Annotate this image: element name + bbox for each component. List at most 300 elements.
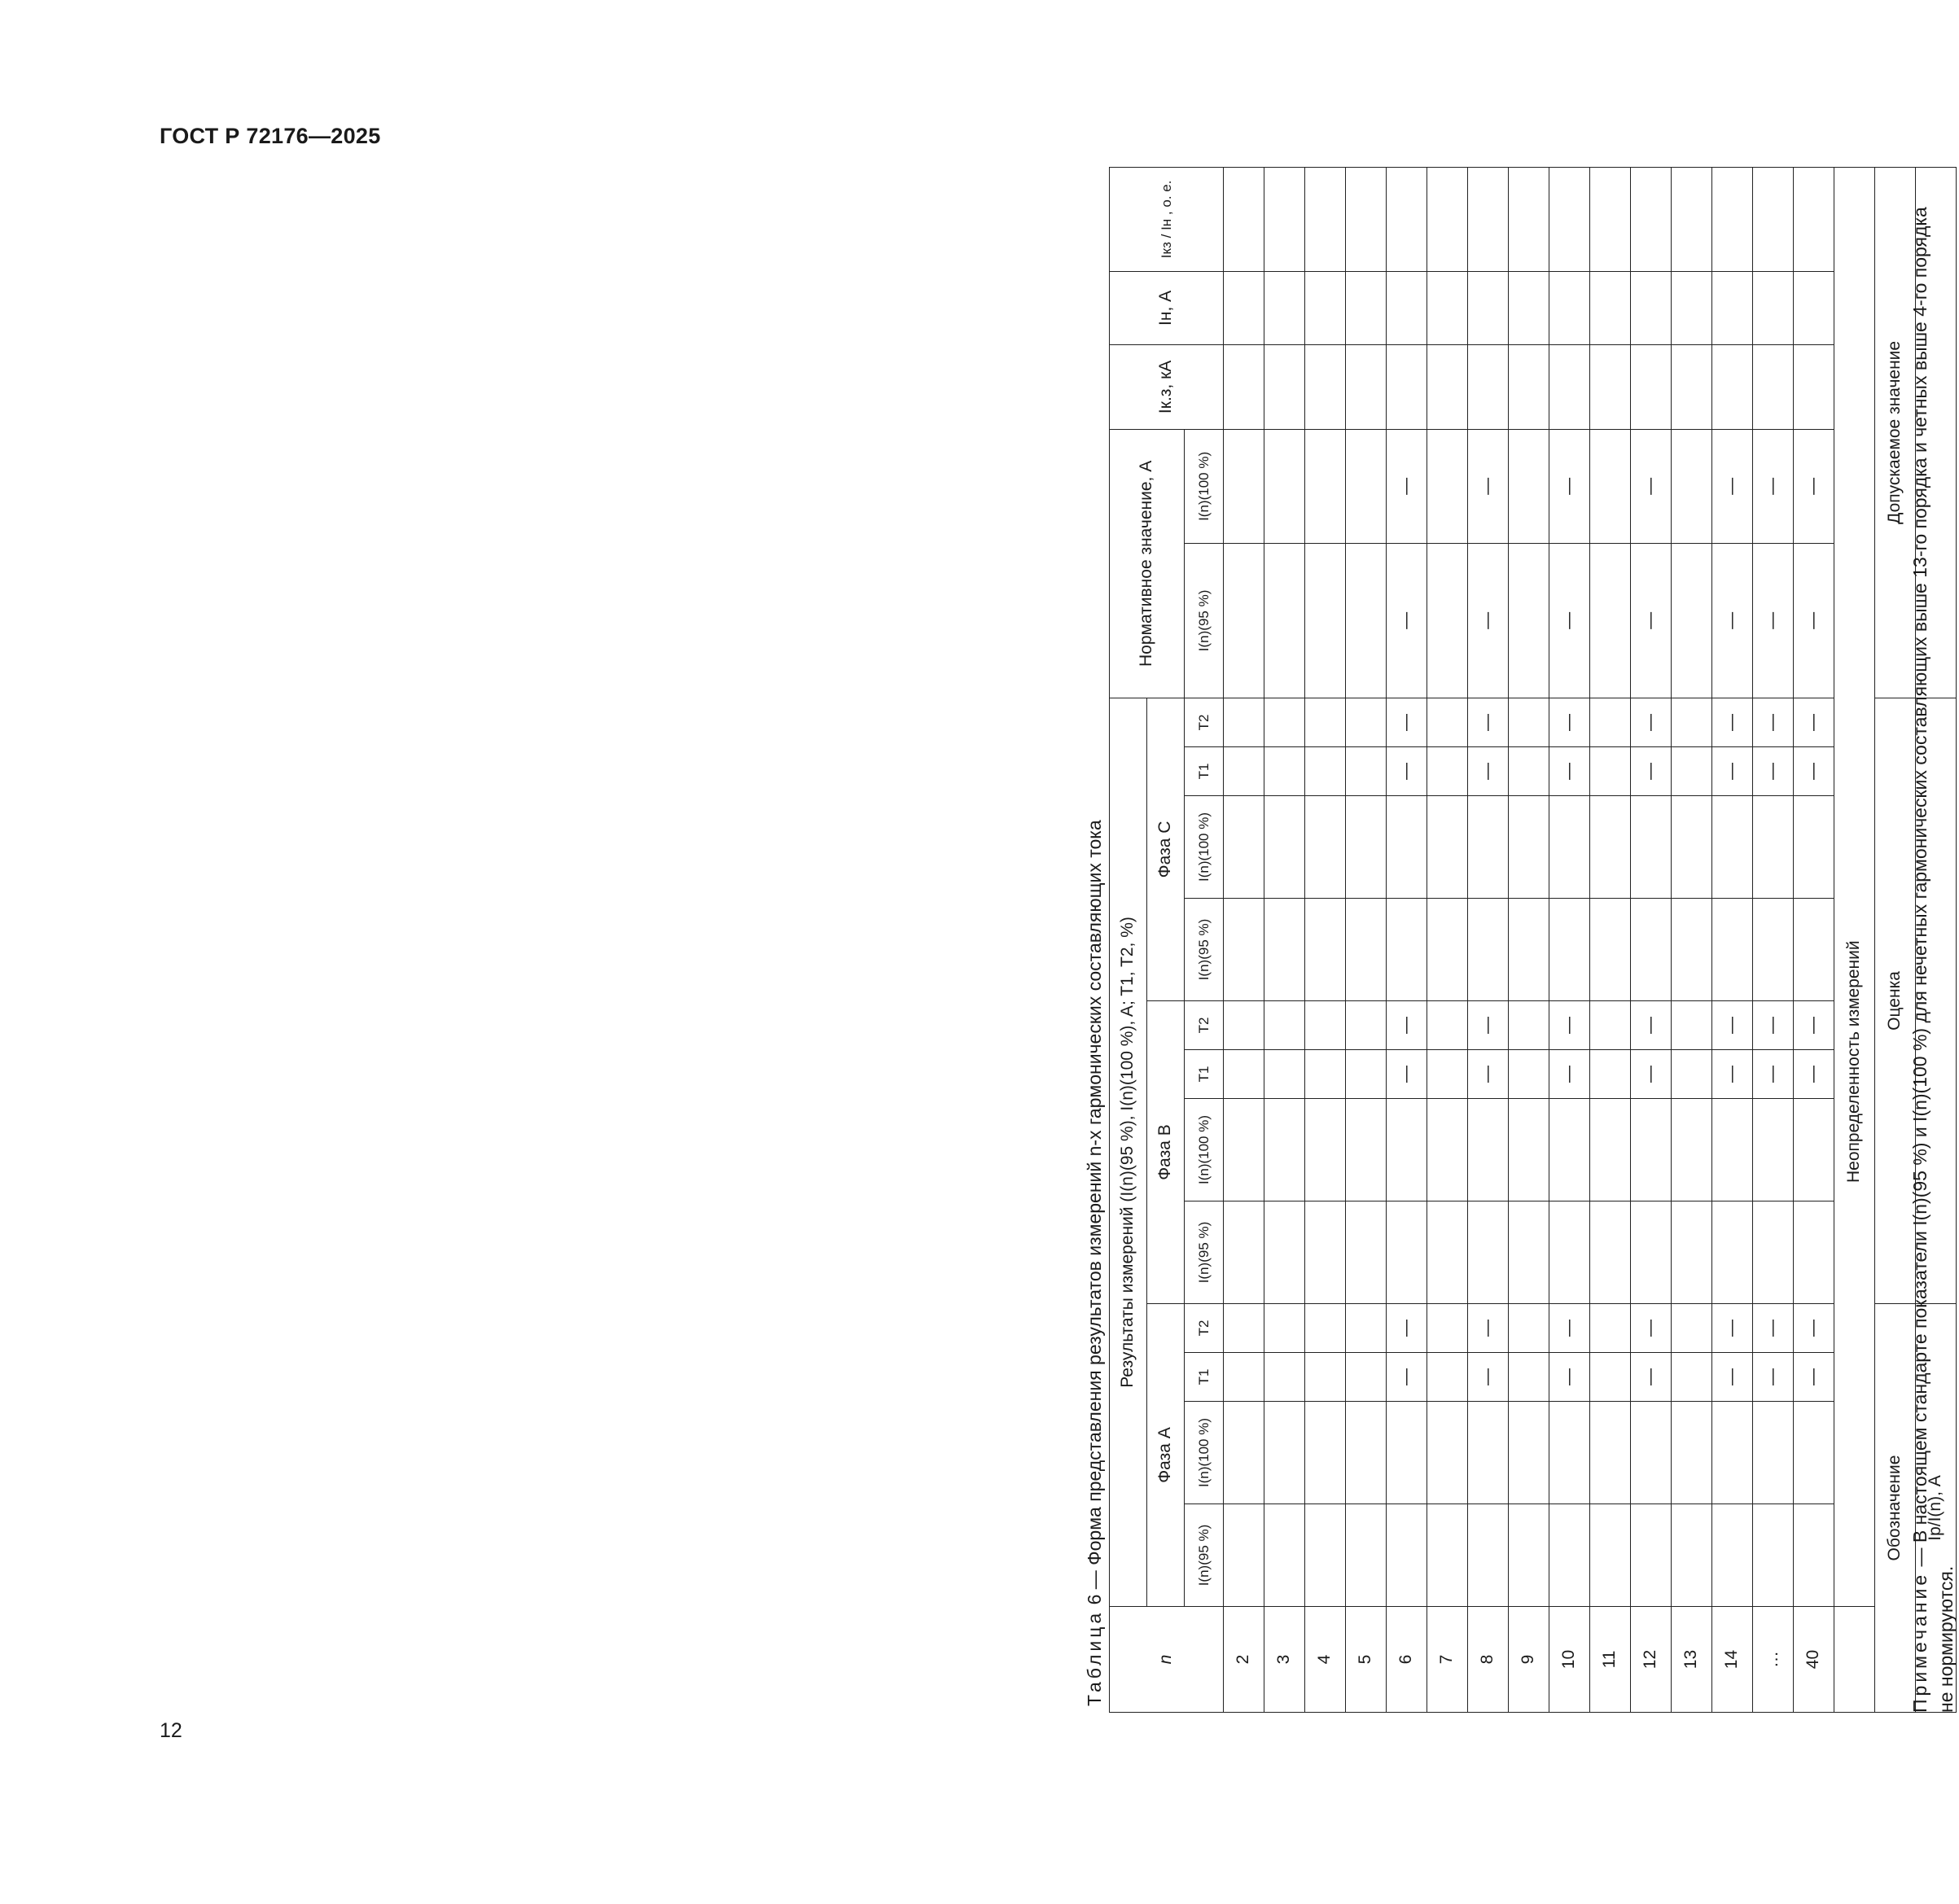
dash-cell: — (1753, 1353, 1794, 1402)
empty-cell (1346, 1402, 1387, 1504)
table-row (1590, 167, 1631, 1712)
designation-label: Обозначение (1875, 1304, 1916, 1713)
row-n: 7 (1427, 1607, 1468, 1713)
empty-cell (1509, 167, 1549, 271)
header-i100: I(n)(100 %) (1185, 796, 1224, 899)
dash-cell: — (1712, 1050, 1753, 1099)
table-row (1346, 167, 1387, 1712)
dash-cell: — (1468, 1050, 1509, 1099)
empty-cell (1264, 1050, 1305, 1099)
dash-cell: — (1549, 543, 1590, 698)
harmonics-table (1109, 167, 1957, 1713)
dash-cell: — (1794, 429, 1834, 543)
empty-cell (1427, 1304, 1468, 1353)
empty-cell (1224, 543, 1264, 698)
empty-cell (1468, 1504, 1509, 1607)
empty-cell (1794, 1099, 1834, 1201)
empty-cell (1549, 899, 1590, 1001)
empty-cell (1427, 1201, 1468, 1304)
empty-cell (1427, 1050, 1468, 1099)
empty-cell (1590, 1504, 1631, 1607)
empty-cell (1264, 1304, 1305, 1353)
header-t1: T1 (1185, 747, 1224, 796)
header-n: n (1110, 1607, 1224, 1713)
assessment-label: Оценка (1875, 698, 1916, 1303)
dash-cell: — (1712, 543, 1753, 698)
empty-cell (1224, 344, 1264, 429)
empty-cell (1509, 344, 1549, 429)
empty-cell (1224, 698, 1264, 746)
empty-cell (1712, 271, 1753, 344)
table-row (1672, 167, 1712, 1712)
empty-cell (1672, 1099, 1712, 1201)
table-row (1549, 167, 1590, 1712)
dash-cell: — (1794, 1304, 1834, 1353)
dash-cell: — (1794, 543, 1834, 698)
empty-cell (1590, 1353, 1631, 1402)
table-row (1387, 167, 1427, 1712)
dash-cell: — (1387, 698, 1427, 746)
dash-cell: — (1794, 1001, 1834, 1050)
empty-cell (1794, 899, 1834, 1001)
header-norm-i95: I(n)(95 %) (1185, 543, 1224, 698)
empty-cell (1264, 1353, 1305, 1402)
empty-cell (1672, 344, 1712, 429)
document-code: ГОСТ Р 72176—2025 (160, 124, 381, 148)
empty-cell (1346, 698, 1387, 746)
empty-cell (1264, 1201, 1305, 1304)
note-prefix: Примечание (1909, 1571, 1931, 1713)
empty-cell (1753, 344, 1794, 429)
dash-cell: — (1468, 747, 1509, 796)
uncertainty-row (1834, 167, 1875, 1712)
empty-cell (1631, 344, 1672, 429)
row-n: 3 (1264, 1607, 1305, 1713)
row-n: 9 (1509, 1607, 1549, 1713)
empty-cell (1753, 899, 1794, 1001)
dash-cell: — (1387, 1353, 1427, 1402)
empty-cell (1590, 698, 1631, 746)
empty-cell (1264, 1099, 1305, 1201)
empty-cell (1427, 747, 1468, 796)
row-n: … (1753, 1607, 1794, 1713)
empty-cell (1509, 543, 1549, 698)
table-row (1468, 167, 1509, 1712)
empty-cell (1509, 1353, 1549, 1402)
empty-cell (1631, 1201, 1672, 1304)
header-phase-b: Фаза В (1147, 1001, 1185, 1304)
dash-cell: — (1753, 429, 1794, 543)
dash-cell: — (1549, 698, 1590, 746)
table-row (1305, 167, 1346, 1712)
empty-cell (1468, 271, 1509, 344)
dash-cell: — (1468, 1304, 1509, 1353)
empty-cell (1509, 899, 1549, 1001)
empty-cell (1509, 1402, 1549, 1504)
uncertainty-label: Неопределенность измерений (1834, 167, 1875, 1606)
dash-cell: — (1753, 747, 1794, 796)
empty-cell (1509, 429, 1549, 543)
dash-cell: — (1387, 1001, 1427, 1050)
empty-cell (1672, 1353, 1712, 1402)
empty-cell (1753, 1099, 1794, 1201)
empty-cell (1712, 1504, 1753, 1607)
empty-cell (1590, 1304, 1631, 1353)
table-row (1753, 167, 1794, 1712)
empty-cell (1387, 1402, 1427, 1504)
header-t2: T2 (1185, 1304, 1224, 1353)
empty-cell (1509, 747, 1549, 796)
dash-cell: — (1794, 698, 1834, 746)
header-in: Iн, А (1110, 271, 1224, 344)
dash-cell: — (1712, 429, 1753, 543)
dash-cell: — (1712, 698, 1753, 746)
empty-cell (1305, 1304, 1346, 1353)
empty-cell (1468, 344, 1509, 429)
empty-cell (1590, 1050, 1631, 1099)
empty-cell (1794, 1504, 1834, 1607)
empty-cell (1346, 543, 1387, 698)
header-t2: T2 (1185, 1001, 1224, 1050)
empty-cell (1224, 796, 1264, 899)
empty-cell (1305, 1001, 1346, 1050)
header-i95: I(n)(95 %) (1185, 1504, 1224, 1607)
caption-label: Таблица (1084, 1609, 1105, 1706)
dash-cell: — (1753, 1001, 1794, 1050)
empty-cell (1305, 899, 1346, 1001)
empty-cell (1305, 543, 1346, 698)
dash-cell: — (1468, 1353, 1509, 1402)
dash-cell: — (1631, 429, 1672, 543)
row-n: 40 (1794, 1607, 1834, 1713)
empty-cell (1590, 543, 1631, 698)
table-row (1224, 167, 1264, 1712)
empty-cell (1427, 271, 1468, 344)
empty-cell (1712, 899, 1753, 1001)
empty-cell (1509, 698, 1549, 746)
row-n: 6 (1387, 1607, 1427, 1713)
dash-cell: — (1631, 1050, 1672, 1099)
dash-cell: — (1631, 543, 1672, 698)
allowed-label: Допускаемое значение (1875, 167, 1916, 698)
empty-cell (1509, 1504, 1549, 1607)
empty-cell (1224, 747, 1264, 796)
empty-cell (1305, 1402, 1346, 1504)
dash-cell: — (1753, 698, 1794, 746)
empty-cell (1590, 167, 1631, 271)
header-phase-c: Фаза С (1147, 698, 1185, 1000)
row-n: 10 (1549, 1607, 1590, 1713)
empty-cell (1427, 429, 1468, 543)
dash-cell: — (1468, 543, 1509, 698)
empty-cell (1264, 167, 1305, 271)
dash-cell: — (1387, 429, 1427, 543)
empty-cell (1387, 1099, 1427, 1201)
empty-cell (1224, 1402, 1264, 1504)
empty-cell (1672, 429, 1712, 543)
empty-cell (1834, 1607, 1875, 1713)
empty-cell (1224, 1201, 1264, 1304)
dash-cell: — (1387, 543, 1427, 698)
row-n: 14 (1712, 1607, 1753, 1713)
empty-cell (1672, 698, 1712, 746)
empty-cell (1264, 543, 1305, 698)
empty-cell (1264, 1402, 1305, 1504)
dash-cell: — (1631, 1304, 1672, 1353)
header-normative-group: Нормативное значение, А (1110, 429, 1185, 698)
dash-cell: — (1549, 1304, 1590, 1353)
empty-cell (1672, 1504, 1712, 1607)
empty-cell (1631, 1402, 1672, 1504)
empty-cell (1305, 1050, 1346, 1099)
empty-cell (1672, 899, 1712, 1001)
empty-cell (1549, 167, 1590, 271)
header-i95: I(n)(95 %) (1185, 899, 1224, 1001)
empty-cell (1387, 1504, 1427, 1607)
empty-cell (1549, 1201, 1590, 1304)
empty-cell (1672, 271, 1712, 344)
empty-cell (1753, 271, 1794, 344)
empty-cell (1305, 429, 1346, 543)
dash-cell: — (1712, 747, 1753, 796)
empty-cell (1794, 796, 1834, 899)
empty-cell (1590, 1201, 1631, 1304)
dash-cell: — (1549, 429, 1590, 543)
empty-cell (1264, 698, 1305, 746)
empty-cell (1672, 1001, 1712, 1050)
empty-cell (1672, 167, 1712, 271)
empty-cell (1509, 1099, 1549, 1201)
empty-cell (1305, 167, 1346, 271)
table-row (1264, 167, 1305, 1712)
dash-cell: — (1549, 1050, 1590, 1099)
empty-cell (1305, 271, 1346, 344)
table-row (1509, 167, 1549, 1712)
empty-cell (1224, 1504, 1264, 1607)
empty-cell (1346, 1304, 1387, 1353)
empty-cell (1264, 796, 1305, 899)
dash-cell: — (1387, 747, 1427, 796)
header-i95: I(n)(95 %) (1185, 1201, 1224, 1304)
empty-cell (1224, 271, 1264, 344)
row-n: 12 (1631, 1607, 1672, 1713)
empty-cell (1346, 1201, 1387, 1304)
empty-cell (1753, 1402, 1794, 1504)
table-row (1794, 167, 1834, 1712)
dash-cell: — (1549, 747, 1590, 796)
empty-cell (1672, 543, 1712, 698)
empty-cell (1346, 1504, 1387, 1607)
empty-cell (1387, 796, 1427, 899)
empty-cell (1753, 796, 1794, 899)
table-row (1712, 167, 1753, 1712)
empty-cell (1305, 1099, 1346, 1201)
empty-cell (1509, 1001, 1549, 1050)
empty-cell (1427, 1402, 1468, 1504)
empty-cell (1224, 1304, 1264, 1353)
empty-cell (1468, 1099, 1509, 1201)
empty-cell (1264, 429, 1305, 543)
empty-cell (1346, 1001, 1387, 1050)
empty-cell (1549, 1402, 1590, 1504)
empty-cell (1305, 796, 1346, 899)
dash-cell: — (1753, 1304, 1794, 1353)
table-note (1907, 199, 1959, 1713)
header-results-group: Результаты измерений (I(n)(95 %), I(n)(100 %), A; T1, T2, %) (1110, 698, 1147, 1606)
dash-cell: — (1549, 1001, 1590, 1050)
empty-cell (1346, 1353, 1387, 1402)
empty-cell (1794, 344, 1834, 429)
empty-cell (1712, 796, 1753, 899)
header-t1: T1 (1185, 1353, 1224, 1402)
table-row (1427, 167, 1468, 1712)
empty-cell (1427, 899, 1468, 1001)
empty-cell (1387, 344, 1427, 429)
dash-cell: — (1794, 1353, 1834, 1402)
dash-cell: — (1712, 1001, 1753, 1050)
row-n: 5 (1346, 1607, 1387, 1713)
empty-cell (1427, 698, 1468, 746)
empty-cell (1590, 429, 1631, 543)
empty-cell (1590, 271, 1631, 344)
header-norm-i100: I(n)(100 %) (1185, 429, 1224, 543)
empty-cell (1794, 1402, 1834, 1504)
dash-cell: — (1794, 1050, 1834, 1099)
empty-cell (1224, 167, 1264, 271)
empty-cell (1753, 1201, 1794, 1304)
empty-cell (1427, 796, 1468, 899)
empty-cell (1590, 796, 1631, 899)
caption-text: 6 — Форма представления результатов измерений n-х гармонических составляющих тока (1084, 820, 1105, 1610)
empty-cell (1346, 429, 1387, 543)
empty-cell (1672, 796, 1712, 899)
empty-cell (1224, 1353, 1264, 1402)
page-number: 12 (160, 1719, 182, 1742)
empty-cell (1590, 1001, 1631, 1050)
empty-cell (1590, 344, 1631, 429)
header-row-groups (1110, 167, 1147, 1712)
empty-cell (1224, 1050, 1264, 1099)
dash-cell: — (1387, 1304, 1427, 1353)
empty-cell (1672, 1402, 1712, 1504)
empty-cell (1264, 271, 1305, 344)
empty-cell (1712, 1402, 1753, 1504)
empty-cell (1468, 796, 1509, 899)
empty-cell (1631, 899, 1672, 1001)
empty-cell (1305, 344, 1346, 429)
empty-cell (1346, 271, 1387, 344)
empty-cell (1427, 1353, 1468, 1402)
empty-cell (1387, 167, 1427, 271)
empty-cell (1631, 271, 1672, 344)
empty-cell (1427, 344, 1468, 429)
empty-cell (1346, 747, 1387, 796)
empty-cell (1631, 1099, 1672, 1201)
dash-cell: — (1631, 1353, 1672, 1402)
empty-cell (1305, 1504, 1346, 1607)
empty-cell (1468, 1402, 1509, 1504)
empty-cell (1509, 1304, 1549, 1353)
dash-cell: — (1753, 543, 1794, 698)
empty-cell (1387, 1201, 1427, 1304)
ratio-label: Iр/I(n), А (1916, 1304, 1957, 1713)
empty-cell (1346, 344, 1387, 429)
dash-cell: — (1631, 698, 1672, 746)
empty-cell (1387, 271, 1427, 344)
empty-cell (1590, 899, 1631, 1001)
empty-cell (1264, 1001, 1305, 1050)
empty-cell (1224, 899, 1264, 1001)
empty-cell (1509, 1201, 1549, 1304)
empty-cell (1468, 1201, 1509, 1304)
dash-cell: — (1549, 1353, 1590, 1402)
row-n: 4 (1305, 1607, 1346, 1713)
empty-cell (1712, 1201, 1753, 1304)
dash-cell: — (1631, 1001, 1672, 1050)
dash-cell: — (1712, 1353, 1753, 1402)
dash-cell: — (1387, 1050, 1427, 1099)
empty-cell (1712, 344, 1753, 429)
empty-cell (1468, 167, 1509, 271)
dash-cell: — (1468, 1001, 1509, 1050)
empty-cell (1794, 1201, 1834, 1304)
empty-cell (1672, 1201, 1712, 1304)
note-text: — В настоящем стандарте показатели I(n)(95 %) и I(n)(100 %) для нечетных гармонических составляющих выше 13-го порядка и четных выше 4-го порядка не нормируются. (1909, 207, 1957, 1713)
row-n: 8 (1468, 1607, 1509, 1713)
header-phase-a: Фаза А (1147, 1304, 1185, 1607)
empty-cell (1224, 1001, 1264, 1050)
empty-cell (1549, 796, 1590, 899)
empty-cell (1590, 1099, 1631, 1201)
dash-cell: — (1753, 1050, 1794, 1099)
empty-cell (1346, 899, 1387, 1001)
empty-cell (1590, 747, 1631, 796)
empty-cell (1672, 747, 1712, 796)
empty-cell (1305, 1201, 1346, 1304)
table-row (1631, 167, 1672, 1712)
empty-cell (1631, 167, 1672, 271)
empty-cell (1346, 1050, 1387, 1099)
header-t2: T2 (1185, 698, 1224, 746)
empty-cell (1427, 1504, 1468, 1607)
row-n: 13 (1672, 1607, 1712, 1713)
empty-cell (1264, 344, 1305, 429)
empty-cell (1753, 1504, 1794, 1607)
empty-cell (1509, 1050, 1549, 1099)
empty-cell (1427, 1099, 1468, 1201)
empty-cell (1672, 1050, 1712, 1099)
empty-cell (1468, 899, 1509, 1001)
empty-cell (1346, 1099, 1387, 1201)
empty-cell (1631, 1504, 1672, 1607)
empty-cell (1346, 167, 1387, 271)
row-n: 11 (1590, 1607, 1631, 1713)
empty-cell (1224, 1099, 1264, 1201)
empty-cell (1753, 167, 1794, 271)
empty-cell (1712, 167, 1753, 271)
empty-cell (1672, 1304, 1712, 1353)
empty-cell (1305, 698, 1346, 746)
empty-cell (1631, 796, 1672, 899)
empty-cell (1549, 344, 1590, 429)
empty-cell (1590, 1402, 1631, 1504)
header-i100: I(n)(100 %) (1185, 1099, 1224, 1201)
empty-cell (1427, 543, 1468, 698)
empty-cell (1549, 1099, 1590, 1201)
dash-cell: — (1468, 429, 1509, 543)
empty-cell (1305, 747, 1346, 796)
dash-cell: — (1468, 698, 1509, 746)
